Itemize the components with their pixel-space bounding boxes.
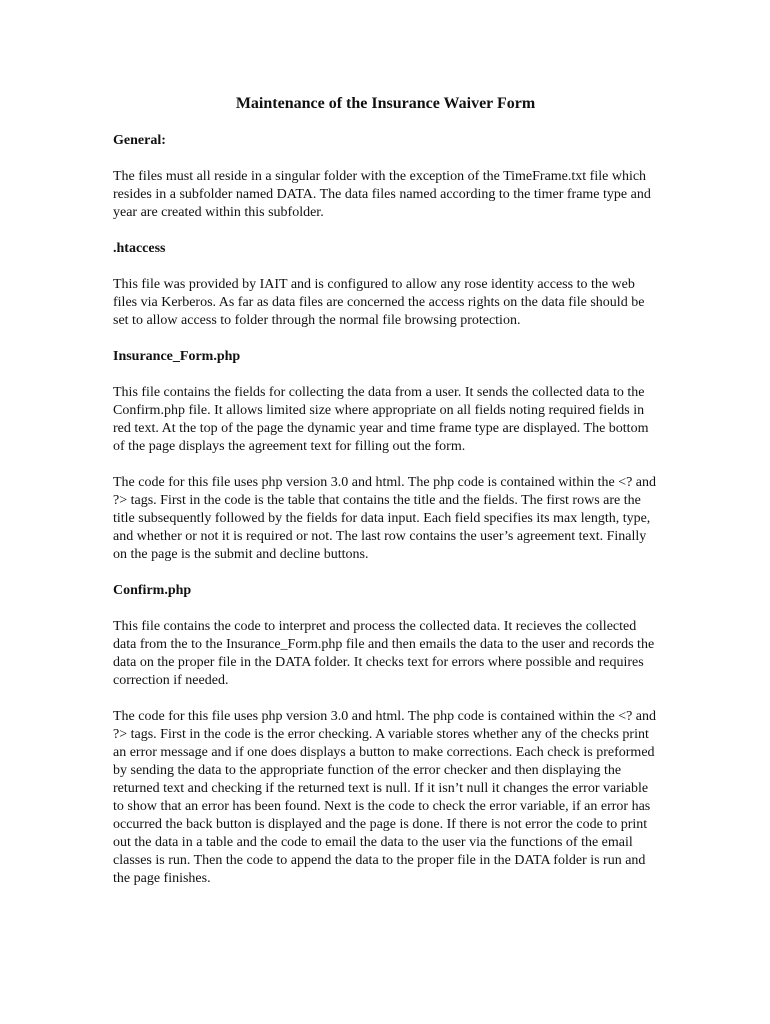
- paragraph-htaccess-1: This file was provided by IAIT and is configured to allow any rose identity access to the web files via Kerberos. As far as data files are concerned the access rights on the data file should be set to allow access to folder through the normal file browsing protection.: [113, 277, 645, 328]
- paragraph-insurance-form-1: This file contains the fields for collecting the data from a user. It sends the collected data to the Confirm.php file. It allows limited size where appropriate on all fields noting required fields in red text. At the top of the page the dynamic year and time frame type are displayed. The bottom of the page displays the agreement text for filling out the form.: [113, 385, 649, 454]
- paragraph-general-1: The files must all reside in a singular folder with the exception of the TimeFrame.txt file which resides in a subfolder named DATA. The data files named according to the timer frame type and year are created within this subfolder.: [113, 169, 651, 220]
- section-htaccess: [113, 240, 658, 330]
- document-page: [113, 92, 658, 903]
- section-heading-confirm: Confirm.php: [113, 583, 192, 598]
- section-heading-general: General:: [113, 133, 166, 148]
- section-general: [113, 132, 658, 222]
- section-heading-insurance-form: Insurance_Form.php: [113, 349, 241, 364]
- paragraph-insurance-form-2: The code for this file uses php version 3.0 and html. The php code is contained within the <? and ?> tags. First in the code is the table that contains the title and the fields. The first rows are the title subsequently followed by the fields for data input. Each field specifies its max length, type, and whether or not it is required or not. The last row contains the user’s agreement text. Finally on the page is the submit and decline buttons.: [113, 475, 657, 562]
- document-title: Maintenance of the Insurance Waiver Form: [235, 95, 536, 112]
- section-confirm: [113, 582, 658, 888]
- paragraph-confirm-1: This file contains the code to interpret and process the collected data. It recieves the collected data from the to the Insurance_Form.php file and then emails the data to the user and records the data on the proper file in the DATA folder. It checks text for errors where possible and requires correction if needed.: [113, 619, 655, 688]
- section-insurance-form: [113, 348, 658, 564]
- paragraph-confirm-2: The code for this file uses php version 3.0 and html. The php code is contained within the <? and ?> tags. First in the code is the error checking. A variable stores whether any of the checks print an error message and if one does displays a button to make corrections. Each check is preformed by sending the data to the appropriate function of the error checker and then displaying the returned text and checking if the returned text is null. If it isn’t null it changes the error variable to show that an error has been found. Next is the code to check the error variable, if an error has occurred the back button is displayed and the page is done. If there is not error the code to print out the data in a table and the code to email the data to the user via the functions of the email classes is run. Then the code to append the data to the proper file in the DATA folder is run and the page finishes.: [113, 709, 657, 886]
- section-heading-htaccess: .htaccess: [113, 241, 166, 256]
